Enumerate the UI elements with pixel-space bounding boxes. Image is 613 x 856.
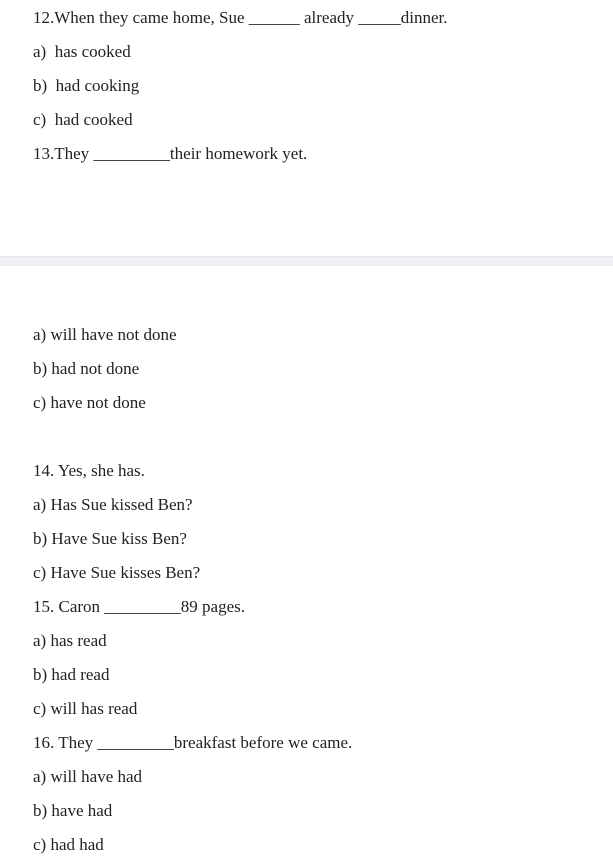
document-page-2: [0, 266, 613, 856]
option-14a: a) Has Sue kissed Ben?: [33, 495, 193, 514]
option-12c: c) had cooked: [33, 110, 133, 129]
question-14: 14. Yes, she has.: [33, 461, 145, 480]
page-separator: [0, 256, 613, 266]
option-15a: a) has read: [33, 631, 107, 650]
option-12b: b) had cooking: [33, 76, 140, 95]
question-12: 12.When they came home, Sue ______ already _____dinner.: [33, 8, 448, 27]
option-16b: b) have had: [33, 801, 113, 820]
option-13c: c) have not done: [33, 393, 146, 412]
question-16: 16. They _________breakfast before we came.: [33, 733, 353, 752]
option-14b: b) Have Sue kiss Ben?: [33, 529, 187, 548]
option-13b: b) had not done: [33, 359, 140, 378]
document-page-1: [0, 0, 613, 256]
option-16c: c) had had: [33, 835, 104, 854]
question-13: 13.They _________their homework yet.: [33, 144, 308, 163]
option-15b: b) had read: [33, 665, 110, 684]
question-15: 15. Caron _________89 pages.: [33, 597, 246, 616]
option-15c: c) will has read: [33, 699, 138, 718]
option-14c: c) Have Sue kisses Ben?: [33, 563, 201, 582]
option-16a: a) will have had: [33, 767, 143, 786]
option-13a: a) will have not done: [33, 325, 177, 344]
option-12a: a) has cooked: [33, 42, 131, 61]
